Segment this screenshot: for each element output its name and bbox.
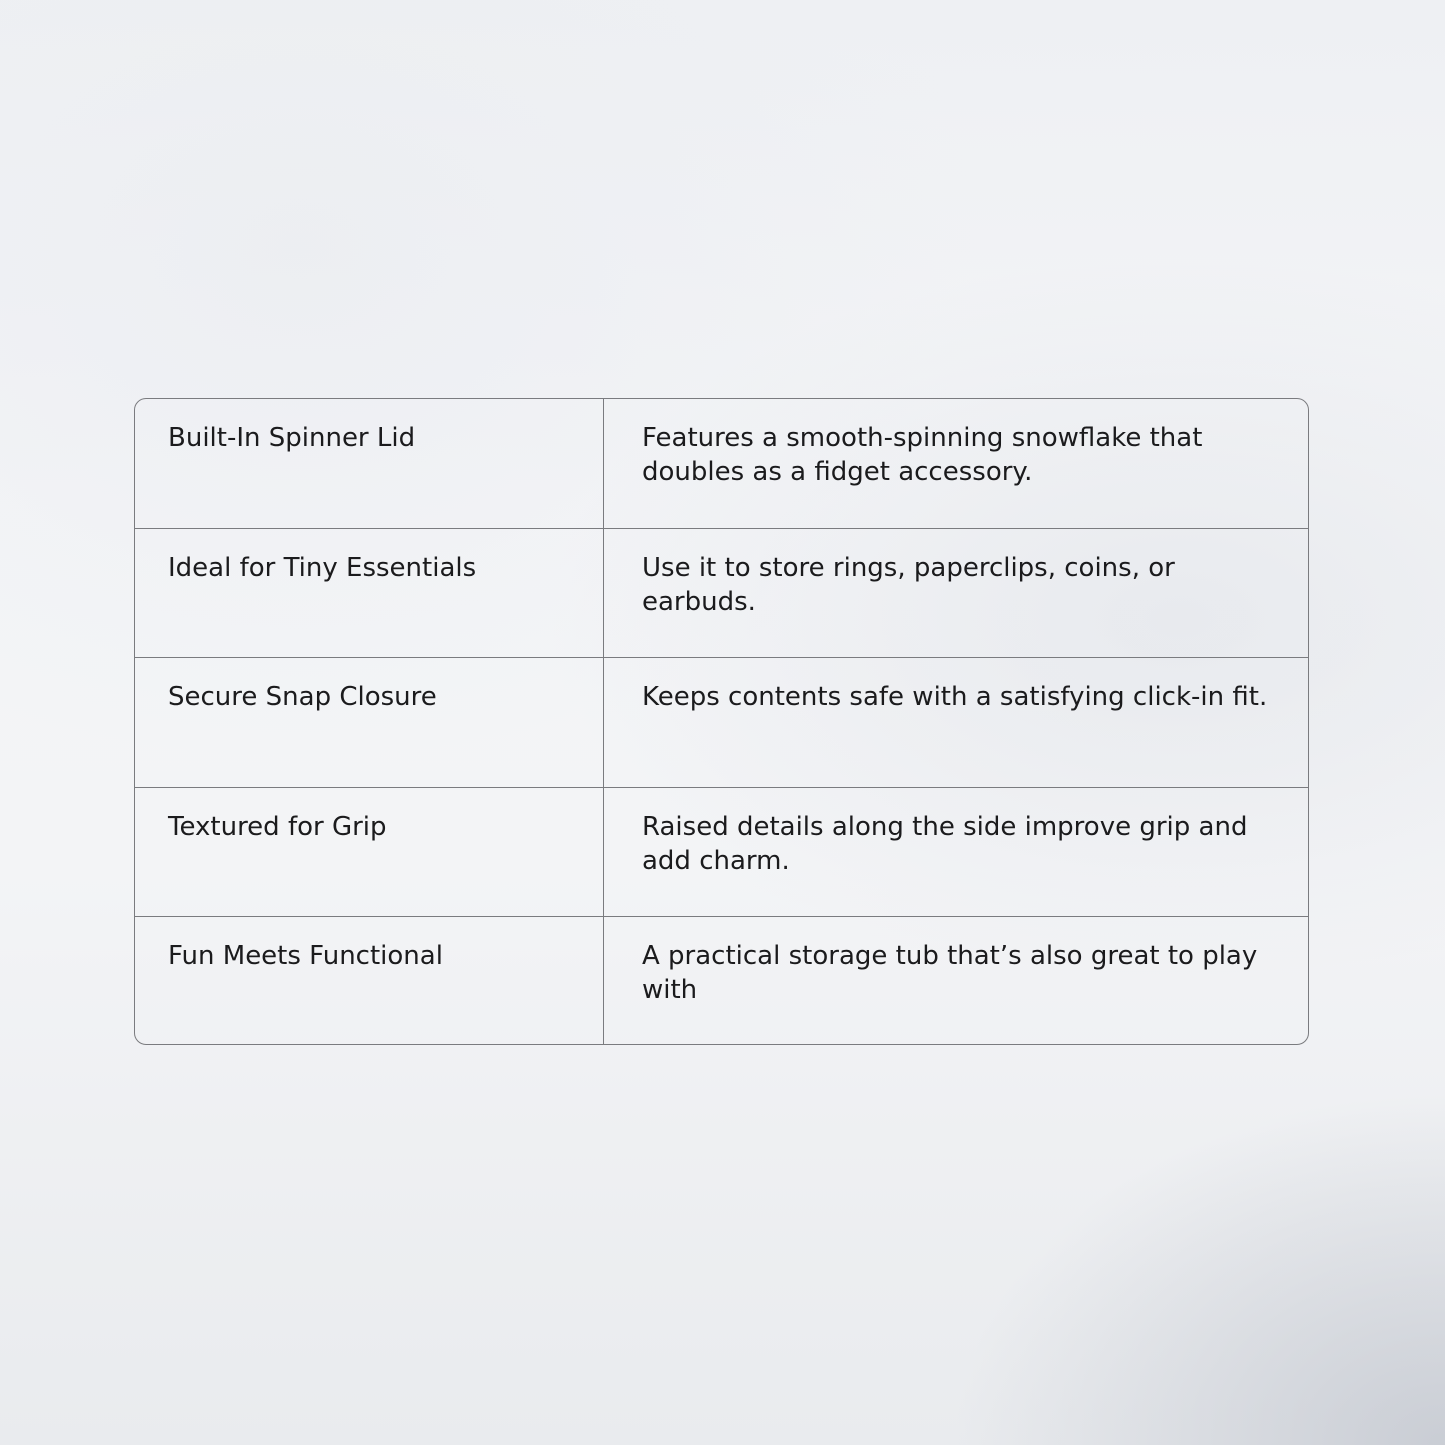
table-row <box>135 658 1308 788</box>
table-row <box>135 399 1308 529</box>
feature-description-cell: Raised details along the side improve grip and add charm. <box>642 811 1248 876</box>
feature-description-cell: Features a smooth-spinning snowflake that doubles as a fidget accessory. <box>642 423 1203 487</box>
feature-name-cell: Fun Meets Functional <box>135 917 604 1045</box>
feature-name-cell: Secure Snap Closure <box>135 658 604 787</box>
feature-description-cell: A practical storage tub that’s also great to play with <box>642 941 1258 1005</box>
table-row <box>135 917 1308 1045</box>
feature-name-cell: Ideal for Tiny Essentials <box>135 529 604 658</box>
feature-description-cell: Keeps contents safe with a satisfying click-in fit. <box>642 682 1268 712</box>
feature-table <box>134 398 1309 1045</box>
table-row <box>135 529 1308 659</box>
feature-description-cell: Use it to store rings, paperclips, coins, or earbuds. <box>642 552 1175 617</box>
feature-name-cell: Textured for Grip <box>135 788 604 917</box>
feature-name-cell: Built-In Spinner Lid <box>135 399 604 528</box>
table-row <box>135 788 1308 918</box>
